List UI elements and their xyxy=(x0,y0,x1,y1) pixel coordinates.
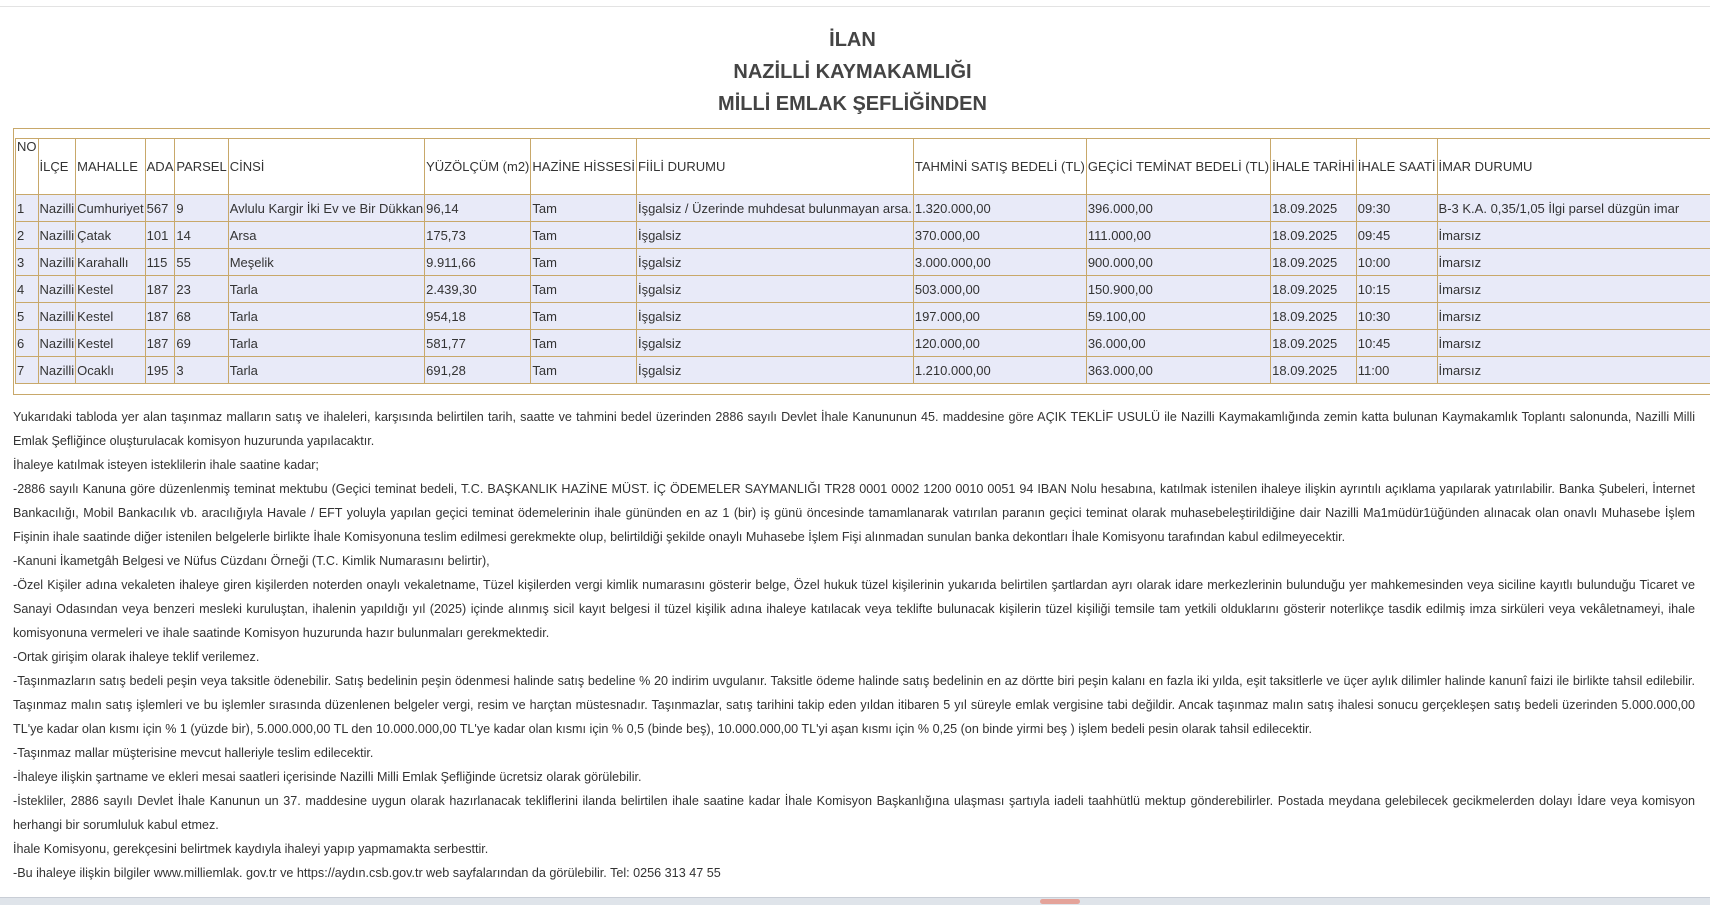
column-header: İLÇE xyxy=(38,139,76,195)
table-cell: 18.09.2025 xyxy=(1271,357,1357,384)
column-header: HAZİNE HİSSESİ xyxy=(531,139,637,195)
table-cell: Meşelik xyxy=(228,249,424,276)
table-cell: 18.09.2025 xyxy=(1271,195,1357,222)
table-cell: 18.09.2025 xyxy=(1271,276,1357,303)
table-cell: 197.000,00 xyxy=(913,303,1086,330)
column-header: NO xyxy=(16,139,39,195)
title-line-kaymakamlik: NAZİLLİ KAYMAKAMLIĞI xyxy=(0,56,1705,88)
announcement-paragraph: -2886 sayılı Kanuna göre düzenlenmiş teminat mektubu (Geçici teminat bedeli, T.C. BAŞKANLIK HAZİNE MÜST. İÇ ÖDEMELER SAYMANLIĞI TR28 0001 0002 1200 0010 0051 94 IBAN Nolu hesabına, katılmak istenilen ihaleye ilişkin ayrıntılı açıklama yapılarak yatırılabilir. Banka Şubeleri, İnternet Bankacılığı, Mobil Bankacılık vb. aracılığıyla Havale / EFT yoluyla yapılan geçici teminat ödemelerinin ihale gününden en az 1 (bir) iş günü öncesinde tamamlanarak vatırılan paranın geçici teminat olarak muhasebeleştirildiğine dair Nazilli Ma1müdür1üğünden alınacak olan onavlı Muhasebe İşlem Fişinin ihale saatinde diğer istenilen belgelerle birlikte İhale Komisyonuna teslim edilmesi gerekmekte olup, belirtildiği şekilde onaylı Muhasebe İşlem Fişi alınmadan sunulan banka dekontları İhale Komisyonu tarafından kabul edilmeyecektir. xyxy=(13,477,1695,549)
table-cell: 36.000,00 xyxy=(1086,330,1270,357)
table-row xyxy=(16,222,1710,249)
table-cell: Cumhuriyet xyxy=(76,195,145,222)
table-row xyxy=(16,357,1710,384)
title-line-seflik: MİLLİ EMLAK ŞEFLİĞİNDEN xyxy=(0,88,1705,120)
table-cell: Tarla xyxy=(228,276,424,303)
table-cell: 10:45 xyxy=(1356,330,1437,357)
table-cell: Tam xyxy=(531,276,637,303)
column-header: TAHMİNİ SATIŞ BEDELİ (TL) xyxy=(913,139,1086,195)
table-cell: 55 xyxy=(175,249,228,276)
table-cell: Tam xyxy=(531,195,637,222)
table-cell: 691,28 xyxy=(425,357,531,384)
table-cell: İşgalsiz xyxy=(636,222,913,249)
table-cell: İşgalsiz xyxy=(636,276,913,303)
table-cell: Tam xyxy=(531,303,637,330)
table-cell: Tarla xyxy=(228,303,424,330)
announcement-paragraph: -İhaleye ilişkin şartname ve ekleri mesai saatleri içerisinde Nazilli Milli Emlak Şefliğinde ücretsiz olarak görülebilir. xyxy=(13,765,1695,789)
announcement-paragraph: -Kanuni İkametgâh Belgesi ve Nüfus Cüzdanı Örneği (T.C. Kimlik Numarasını belirtir), xyxy=(13,549,1695,573)
table-cell: Kestel xyxy=(76,276,145,303)
table-cell: B-3 K.A. 0,35/1,05 İlgi parsel düzgün imar xyxy=(1437,195,1710,222)
table-cell: 1 xyxy=(16,195,39,222)
table-cell: 2 xyxy=(16,222,39,249)
page-title xyxy=(0,24,1705,120)
table-cell: 1.210.000,00 xyxy=(913,357,1086,384)
column-header: İHALE SAATİ xyxy=(1356,139,1437,195)
column-header: İHALE TARİHİ xyxy=(1271,139,1357,195)
table-cell: 175,73 xyxy=(425,222,531,249)
column-header: İMAR DURUMU xyxy=(1437,139,1710,195)
table-cell: 7 xyxy=(16,357,39,384)
column-header: YÜZÖLÇÜM (m2) xyxy=(425,139,531,195)
announcement-paragraph: -Bu ihaleye ilişkin bilgiler www.milliemlak. gov.tr ve https://aydın.csb.gov.tr web sayfalarından da görülebilir. Tel: 0256 313 47 55 xyxy=(13,861,1695,885)
column-header: MAHALLE xyxy=(76,139,145,195)
table-cell: İşgalsiz xyxy=(636,357,913,384)
table-row xyxy=(16,276,1710,303)
table-cell: 3 xyxy=(16,249,39,276)
title-line-ilan: İLAN xyxy=(0,24,1705,56)
table-cell: 68 xyxy=(175,303,228,330)
announcement-paragraph: -Özel Kişiler adına vekaleten ihaleye giren kişilerden noterden onaylı vekaletname, Tüzel kişilerden vergi kimlik numarasını gösterir belge, Özel hukuk tüzel kişilerinin yukarıda belirtilen şartlardan ayrı olarak idare merkezlerinin bulunduğu yer mahkemesinden veya siciline kayıtlı bulunduğu Ticaret ve Sanayi Odasından veya benzeri mesleki kuruluştan, ihalenin yapıldığı yıl (2025) içinde alınmış sicil kayıt belgesi il tüzel kişilik adına ihaleye katılacak veya teklifte bulunacak kişilerin tüzel kişiliği temsile tam yetkili olduklarını gösterir noterlikçe tasdik edilmiş imza sirküleri veya vekâletnameyi, ihale komisyonuna vermeleri ve ihale saatinde Komisyon huzurunda hazır bulunmaları gerekmektedir. xyxy=(13,573,1695,645)
table-cell: 5 xyxy=(16,303,39,330)
table-cell: Kestel xyxy=(76,330,145,357)
table-cell: 3.000.000,00 xyxy=(913,249,1086,276)
table-cell: İmarsız xyxy=(1437,222,1710,249)
table-cell: 18.09.2025 xyxy=(1271,303,1357,330)
announcement-body xyxy=(13,405,1695,885)
table-cell: Karahallı xyxy=(76,249,145,276)
table-cell: 96,14 xyxy=(425,195,531,222)
table-cell: 370.000,00 xyxy=(913,222,1086,249)
announcement-paragraph: İhale Komisyonu, gerekçesini belirtmek kaydıyla ihaleyi yapıp yapmamakta serbesttir. xyxy=(13,837,1695,861)
column-header: PARSEL xyxy=(175,139,228,195)
table-row xyxy=(16,303,1710,330)
table-cell: 115 xyxy=(145,249,175,276)
table-cell: 14 xyxy=(175,222,228,249)
table-cell: 9.911,66 xyxy=(425,249,531,276)
announcement-paragraph: -Taşınmaz mallar müşterisine mevcut halleriyle teslim edilecektir. xyxy=(13,741,1695,765)
auction-table-body xyxy=(16,139,1710,384)
table-cell: 18.09.2025 xyxy=(1271,249,1357,276)
table-row xyxy=(16,330,1710,357)
announcement-paragraph: İhaleye katılmak isteyen isteklilerin ihale saatine kadar; xyxy=(13,453,1695,477)
table-cell: İmarsız xyxy=(1437,357,1710,384)
table-row xyxy=(16,195,1710,222)
table-cell: Kestel xyxy=(76,303,145,330)
table-cell: Arsa xyxy=(228,222,424,249)
table-cell: 3 xyxy=(175,357,228,384)
table-cell: 101 xyxy=(145,222,175,249)
column-header: CİNSİ xyxy=(228,139,424,195)
auction-table-container xyxy=(13,128,1710,395)
table-cell: Nazilli xyxy=(38,249,76,276)
table-row xyxy=(16,249,1710,276)
table-cell: 567 xyxy=(145,195,175,222)
table-cell: 111.000,00 xyxy=(1086,222,1270,249)
table-cell: 187 xyxy=(145,276,175,303)
table-cell: İmarsız xyxy=(1437,303,1710,330)
table-cell: 503.000,00 xyxy=(913,276,1086,303)
table-cell: 10:15 xyxy=(1356,276,1437,303)
table-cell: Nazilli xyxy=(38,276,76,303)
table-cell: İşgalsiz / Üzerinde muhdesat bulunmayan arsa. xyxy=(636,195,913,222)
table-cell: 69 xyxy=(175,330,228,357)
table-cell: 9 xyxy=(175,195,228,222)
table-cell: Nazilli xyxy=(38,303,76,330)
table-cell: Tam xyxy=(531,222,637,249)
table-header-row xyxy=(16,139,1710,195)
table-cell: Tarla xyxy=(228,357,424,384)
table-cell: Nazilli xyxy=(38,195,76,222)
table-cell: 6 xyxy=(16,330,39,357)
table-cell: 187 xyxy=(145,303,175,330)
table-cell: 23 xyxy=(175,276,228,303)
table-cell: 120.000,00 xyxy=(913,330,1086,357)
table-cell: İmarsız xyxy=(1437,330,1710,357)
table-cell: 2.439,30 xyxy=(425,276,531,303)
top-divider xyxy=(0,6,1710,7)
table-cell: 09:30 xyxy=(1356,195,1437,222)
announcement-paragraph: Yukarıdaki tabloda yer alan taşınmaz malların satış ve ihaleleri, karşısında belirtilen tarih, saatte ve tahmini bedel üzerinden 2886 sayılı Devlet İhale Kanununun 45. maddesine göre AÇIK TEKLİF USULÜ ile Nazilli Kaymakamlığında zemin katta bulunan Kaymakamlık Toplantı salonunda, Nazilli Milli Emlak Şefliğince oluşturulacak komisyon huzurunda yapılacaktır. xyxy=(13,405,1695,453)
table-cell: Avlulu Kargir İki Ev ve Bir Dükkan xyxy=(228,195,424,222)
auction-table xyxy=(15,138,1710,384)
table-cell: 150.900,00 xyxy=(1086,276,1270,303)
table-cell: 59.100,00 xyxy=(1086,303,1270,330)
table-cell: Tarla xyxy=(228,330,424,357)
column-header: ADA xyxy=(145,139,175,195)
table-cell: 195 xyxy=(145,357,175,384)
table-cell: İşgalsiz xyxy=(636,330,913,357)
table-cell: Nazilli xyxy=(38,222,76,249)
table-cell: Nazilli xyxy=(38,330,76,357)
table-cell: Tam xyxy=(531,357,637,384)
column-header: GEÇİCİ TEMİNAT BEDELİ (TL) xyxy=(1086,139,1270,195)
table-cell: 10:00 xyxy=(1356,249,1437,276)
table-cell: 11:00 xyxy=(1356,357,1437,384)
table-cell: 4 xyxy=(16,276,39,303)
table-cell: 10:30 xyxy=(1356,303,1437,330)
table-cell: 581,77 xyxy=(425,330,531,357)
table-cell: 396.000,00 xyxy=(1086,195,1270,222)
announcement-paragraph: -İstekliler, 2886 sayılı Devlet İhale Kanunun un 37. maddesine uygun olarak hazırlanacak tekliflerini ilanda belirtilen ihale saatine kadar İhale Komisyon Başkanlığına ulaşması şartıyla iadeli taahhütlü mektup gönderebilirler. Postada meydana gelebilecek gecikmelerden dolayı İdare veya komisyon herhangi bir sorumluluk kabul etmez. xyxy=(13,789,1695,837)
table-cell: Tam xyxy=(531,249,637,276)
table-cell: İmarsız xyxy=(1437,276,1710,303)
table-cell: İşgalsiz xyxy=(636,249,913,276)
table-cell: 954,18 xyxy=(425,303,531,330)
table-cell: Ocaklı xyxy=(76,357,145,384)
table-cell: 18.09.2025 xyxy=(1271,222,1357,249)
announcement-paragraph: -Taşınmazların satış bedeli peşin veya taksitle ödenebilir. Satış bedelinin peşin ödenmesi halinde satış bedeline % 20 indirim uvgulanır. Taksitle ödeme halinde satış bedelinin en az dörtte biri peşin kalanı en fazla iki yılda, eşit taksitlerle ve üçer aylık dilimler halinde kanunî faizi ile birlikte tahsil edilebilir. Taşınmaz malın satış işlemleri ve bu işlemler sırasında düzenlenen belgeler vergi, resim ve harçtan müstesnadır. Taşınmazlar, satış tarihini takip eden yıldan itibaren 5 yıl süreyle emlak vergisine tabi değildir. Ancak taşınmaz malın satış ihalesi sonucu gerçekleşen satış bedeli üzerinden 5.000.000,00 TL'ye kadar olan kısmı için % 1 (yüzde bir), 5.000.000,00 TL den 10.000.000,00 TL'ye kadar olan kısmı için % 0,5 (binde beş), 10.000.000,00 TL'yi aşan kısmı için % 0,25 (on binde yirmi beş ) işlem bedeli pesin olarak tahsil edilecektir. xyxy=(13,669,1695,741)
table-cell: 363.000,00 xyxy=(1086,357,1270,384)
table-cell: İmarsız xyxy=(1437,249,1710,276)
table-cell: 1.320.000,00 xyxy=(913,195,1086,222)
table-cell: 187 xyxy=(145,330,175,357)
table-cell: Tam xyxy=(531,330,637,357)
table-cell: Çatak xyxy=(76,222,145,249)
scrollbar-thumb[interactable] xyxy=(1040,899,1080,904)
table-cell: Nazilli xyxy=(38,357,76,384)
table-cell: 18.09.2025 xyxy=(1271,330,1357,357)
table-cell: 900.000,00 xyxy=(1086,249,1270,276)
column-header: FİİLİ DURUMU xyxy=(636,139,913,195)
announcement-paragraph: -Ortak girişim olarak ihaleye teklif verilemez. xyxy=(13,645,1695,669)
table-cell: İşgalsiz xyxy=(636,303,913,330)
table-cell: 09:45 xyxy=(1356,222,1437,249)
